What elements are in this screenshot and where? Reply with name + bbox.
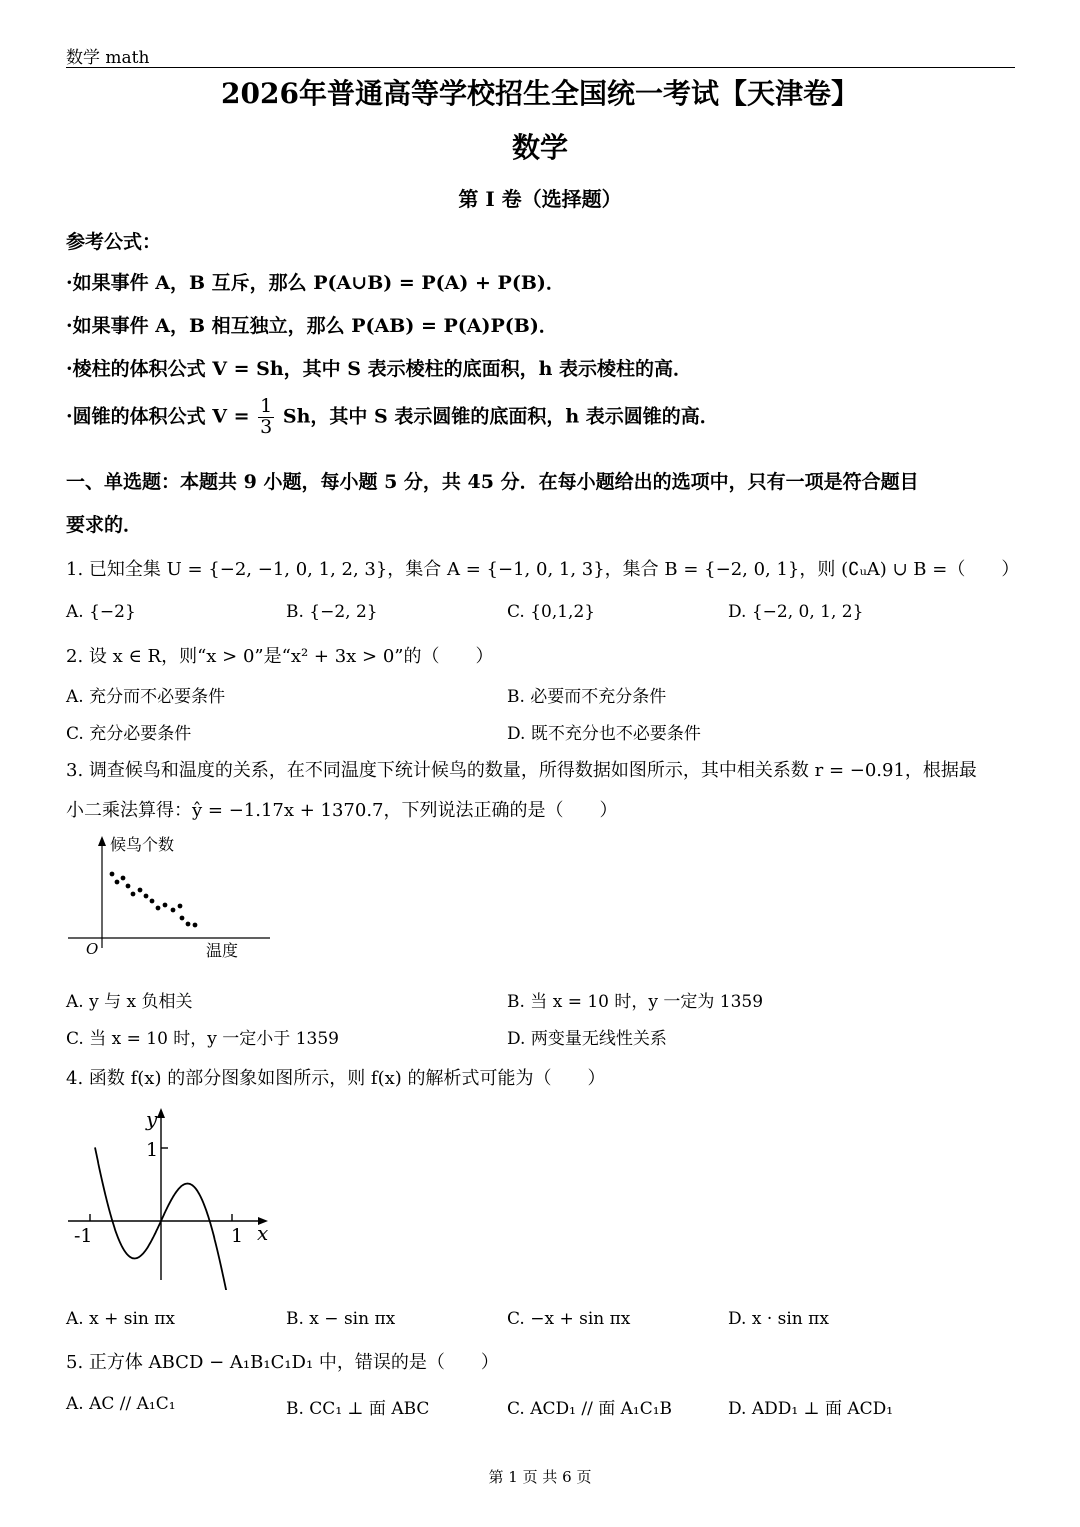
q4-function-curve — [95, 1147, 234, 1290]
q3-scatter-point — [171, 908, 176, 913]
question-5-option-c: C. ACD₁ // 面 A₁C₁B — [507, 1399, 673, 1419]
question-4-option-c: C. −x + sin πx — [507, 1309, 631, 1329]
q3-scatter-point — [193, 923, 198, 928]
q3-scatter-point — [131, 892, 136, 897]
formula-line-1: ·如果事件 A，B 互斥，那么 P(A∪B) = P(A) + P(B)． — [66, 272, 565, 294]
question-3-stem-line-1: 3. 调查候鸟和温度的关系，在不同温度下统计候鸟的数量，所得数据如图所示，其中相关系数 r = −0.91，根据最 — [66, 760, 977, 781]
formula-line-3: ·棱柱的体积公式 V = Sh，其中 S 表示棱柱的底面积，h 表示棱柱的高． — [66, 358, 693, 380]
formula-line-2: ·如果事件 A，B 相互独立，那么 P(AB) = P(A)P(B)． — [66, 315, 558, 337]
q3-scatter-point — [150, 899, 155, 904]
question-2-stem: 2. 设 x ∈ R，则“x > 0”是“x² + 3x > 0”的（ ） — [66, 646, 494, 667]
question-4-option-d: D. x · sin πx — [728, 1309, 829, 1329]
question-4-function-graph — [60, 1100, 290, 1290]
q3-scatter-point — [156, 906, 161, 911]
question-3-option-d: D. 两变量无线性关系 — [507, 1029, 667, 1049]
q3-scatter-point — [138, 888, 143, 893]
header-label: 数学 math — [66, 48, 150, 68]
q3-y-arrow — [98, 836, 106, 846]
question-1-stem: 1. 已知全集 U = {−2, −1, 0, 1, 2, 3}，集合 A = {−1, 0, 1, 3}，集合 B = {−2, 0, 1}，则 (∁ᵤA) ∪ B =（ ） — [66, 559, 1020, 580]
question-1-option-d: D. {−2, 0, 1, 2} — [728, 602, 864, 622]
question-1-option-c: C. {0,1,2} — [507, 602, 596, 622]
question-2-option-a: A. 充分而不必要条件 — [66, 687, 226, 707]
question-1-option-b: B. {−2, 2} — [286, 602, 378, 622]
question-2-option-b: B. 必要而不充分条件 — [507, 687, 667, 707]
header-rule — [66, 67, 1015, 68]
question-5-stem: 5. 正方体 ABCD − A₁B₁C₁D₁ 中，错误的是（ ） — [66, 1352, 499, 1373]
q3-scatter-point — [144, 894, 149, 899]
q3-scatter-point — [163, 903, 168, 908]
q3-scatter-point — [110, 872, 115, 877]
cone-formula-prefix: ·圆锥的体积公式 V = — [66, 405, 250, 428]
question-3-scatter-figure — [60, 828, 280, 968]
q4-y-arrow — [157, 1108, 165, 1118]
q3-scatter-point — [186, 922, 191, 927]
formula-heading: 参考公式： — [66, 231, 162, 253]
section-heading-line-1: 一、单选题：本题共 9 小题，每小题 5 分，共 45 分．在每小题给出的选项中，只有一项是符合题目 — [66, 471, 919, 493]
question-5-option-d: D. ADD₁ ⊥ 面 ACD₁ — [728, 1399, 894, 1419]
section-heading-line-2: 要求的． — [66, 514, 143, 536]
q3-origin-label: O — [86, 940, 99, 958]
q4-x-tick-label-pos: 1 — [231, 1225, 244, 1247]
question-2-option-d: D. 既不充分也不必要条件 — [507, 724, 701, 744]
cone-fraction-denominator: 3 — [260, 415, 273, 438]
q3-scatter-point — [180, 916, 185, 921]
question-3-stem-line-2: 小二乘法算得：ŷ = −1.17x + 1370.7，下列说法正确的是（ ） — [66, 800, 618, 821]
subject-title: 数学 — [511, 131, 568, 164]
formula-line-4 — [66, 397, 719, 438]
cone-fraction-numerator: 1 — [260, 395, 273, 417]
q3-scatter-point — [126, 884, 131, 889]
question-5-option-a: A. AC // A₁C₁ — [66, 1394, 176, 1414]
question-4-option-b: B. x − sin πx — [286, 1309, 396, 1329]
question-4-stem: 4. 函数 f(x) 的部分图象如图所示，则 f(x) 的解析式可能为（ ） — [66, 1068, 606, 1089]
q4-y-tick-label: 1 — [146, 1139, 159, 1161]
q3-x-axis-label: 温度 — [206, 941, 239, 960]
question-2-option-c: C. 充分必要条件 — [66, 724, 192, 744]
question-4-option-a: A. x + sin πx — [66, 1309, 175, 1329]
q4-y-axis-label: y — [146, 1107, 158, 1131]
q3-scatter-point — [115, 880, 120, 885]
question-3-option-b: B. 当 x = 10 时，y 一定为 1359 — [507, 992, 764, 1012]
question-3-option-a: A. y 与 x 负相关 — [66, 992, 193, 1012]
cone-formula-suffix: Sh，其中 S 表示圆锥的底面积，h 表示圆锥的高． — [282, 405, 719, 428]
question-1-option-a: A. {−2} — [66, 602, 136, 622]
page-footer: 第 1 页 共 6 页 — [488, 1468, 592, 1486]
exam-title: 2026年普通高等学校招生全国统一考试【天津卷】 — [221, 77, 859, 110]
q3-scatter-points — [110, 872, 198, 928]
question-5-option-b: B. CC₁ ⊥ 面 ABC — [286, 1399, 430, 1419]
q4-x-tick-label-neg: -1 — [74, 1225, 93, 1247]
q4-x-axis-label: x — [257, 1221, 269, 1245]
question-3-option-c: C. 当 x = 10 时，y 一定小于 1359 — [66, 1029, 339, 1049]
part-title: 第 I 卷（选择题） — [458, 187, 622, 211]
q3-scatter-point — [178, 904, 183, 909]
q3-y-axis-label: 候鸟个数 — [110, 835, 175, 854]
q3-scatter-point — [121, 876, 126, 881]
